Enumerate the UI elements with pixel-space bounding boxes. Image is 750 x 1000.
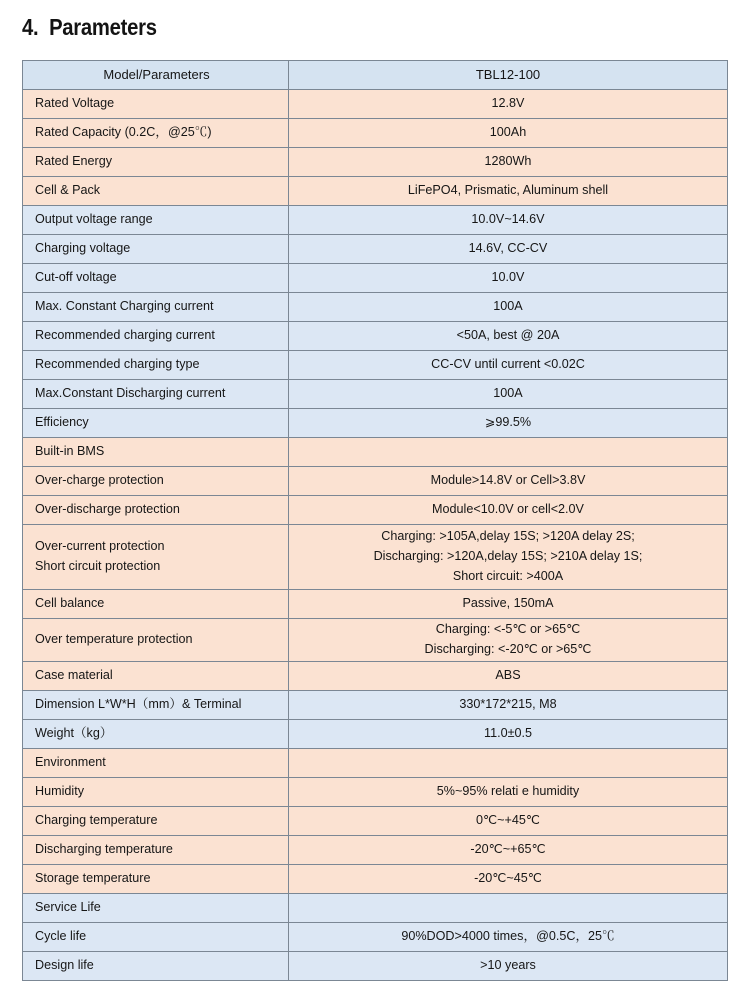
- parameter-name: Cell & Pack: [23, 177, 289, 206]
- table-row: [23, 836, 728, 865]
- table-row: [23, 807, 728, 836]
- parameter-name: Discharging temperature: [23, 836, 289, 865]
- parameter-value: LiFePO4, Prismatic, Aluminum shell: [289, 177, 728, 206]
- table-row: [23, 409, 728, 438]
- table-row: [23, 662, 728, 691]
- cell-line: Over-current protection: [35, 539, 165, 554]
- parameter-value: >10 years: [289, 952, 728, 981]
- table-row: [23, 496, 728, 525]
- cell-line: Charging: >105A,delay 15S; >120A delay 2S;: [381, 529, 635, 544]
- parameter-value: 100Ah: [289, 119, 728, 148]
- table-row: [23, 293, 728, 322]
- parameter-name: Storage temperature: [23, 865, 289, 894]
- parameter-name: Recommended charging type: [23, 351, 289, 380]
- header-cell-parameter: Model/Parameters: [23, 61, 289, 90]
- cell-line: Short circuit protection: [35, 559, 161, 573]
- parameter-value: [289, 619, 728, 662]
- table-section-row: [23, 438, 728, 467]
- parameter-name: Rated Voltage: [23, 90, 289, 119]
- parameter-value: Passive, 150mA: [289, 590, 728, 619]
- table-row: [23, 380, 728, 409]
- table-section-row: [23, 894, 728, 923]
- parameter-value: CC-CV until current <0.02C: [289, 351, 728, 380]
- parameter-name: Design life: [23, 952, 289, 981]
- parameter-name: Weight（kg）: [23, 720, 289, 749]
- cell-line: Charging: <-5℃ or >65℃: [435, 622, 581, 637]
- parameter-value: [289, 749, 728, 778]
- parameter-value: 100A: [289, 380, 728, 409]
- parameter-name: Humidity: [23, 778, 289, 807]
- parameter-value: 10.0V: [289, 264, 728, 293]
- cell-line: Short circuit: >400A: [452, 568, 564, 583]
- table-row: [23, 264, 728, 293]
- specification-table: [22, 60, 728, 981]
- table-row: [23, 148, 728, 177]
- parameter-value: -20℃~45℃: [289, 865, 728, 894]
- parameter-value: Module<10.0V or cell<2.0V: [289, 496, 728, 525]
- section-label: Environment: [23, 749, 289, 778]
- parameter-value: 12.8V: [289, 90, 728, 119]
- table-row: [23, 720, 728, 749]
- table-row: [23, 119, 728, 148]
- parameter-name: Max. Constant Charging current: [23, 293, 289, 322]
- parameter-value: 10.0V~14.6V: [289, 206, 728, 235]
- parameter-name: Over-charge protection: [23, 467, 289, 496]
- parameter-name: Recommended charging current: [23, 322, 289, 351]
- parameter-value: 14.6V, CC-CV: [289, 235, 728, 264]
- table-row: [23, 590, 728, 619]
- parameter-name: Charging voltage: [23, 235, 289, 264]
- parameter-name: Rated Capacity (0.2C，@25℃): [23, 119, 289, 148]
- parameter-value: <50A, best @ 20A: [289, 322, 728, 351]
- parameter-name: Max.Constant Discharging current: [23, 380, 289, 409]
- section-label: Built-in BMS: [23, 438, 289, 467]
- parameter-value: 11.0±0.5: [289, 720, 728, 749]
- table-row: [23, 351, 728, 380]
- parameter-name: Cut-off voltage: [23, 264, 289, 293]
- parameter-value: -20℃~+65℃: [289, 836, 728, 865]
- parameter-value: ⩾99.5%: [289, 409, 728, 438]
- parameter-value: [289, 438, 728, 467]
- parameter-name: Over-discharge protection: [23, 496, 289, 525]
- table-header-row: [23, 61, 728, 90]
- parameter-name: Rated Energy: [23, 148, 289, 177]
- table-row: [23, 923, 728, 952]
- table-row: [23, 90, 728, 119]
- parameter-value: [289, 894, 728, 923]
- specification-table-body: [23, 61, 728, 981]
- table-row: [23, 952, 728, 981]
- table-row: [23, 865, 728, 894]
- cell-line: Discharging: >120A,delay 15S; >210A delay 1S;: [373, 549, 643, 564]
- parameter-name: Cell balance: [23, 590, 289, 619]
- parameter-value: ABS: [289, 662, 728, 691]
- parameter-value: 5%~95% relati e humidity: [289, 778, 728, 807]
- table-row: [23, 778, 728, 807]
- table-row: [23, 235, 728, 264]
- section-label: Service Life: [23, 894, 289, 923]
- parameter-name: Efficiency: [23, 409, 289, 438]
- parameter-value: 1280Wh: [289, 148, 728, 177]
- parameter-name: Case material: [23, 662, 289, 691]
- table-row: [23, 467, 728, 496]
- parameter-name: Over temperature protection: [23, 619, 289, 662]
- parameter-value: 90%DOD>4000 times，@0.5C，25℃: [289, 923, 728, 952]
- table-section-row: [23, 749, 728, 778]
- header-cell-model: TBL12-100: [289, 61, 728, 90]
- parameter-value: [289, 525, 728, 590]
- parameter-value: 100A: [289, 293, 728, 322]
- parameter-name: Cycle life: [23, 923, 289, 952]
- parameter-value: 0℃~+45℃: [289, 807, 728, 836]
- table-row: [23, 525, 728, 590]
- table-row: [23, 691, 728, 720]
- table-row: [23, 206, 728, 235]
- parameter-name: [23, 525, 289, 590]
- table-row: [23, 322, 728, 351]
- parameter-name: Charging temperature: [23, 807, 289, 836]
- parameter-name: Output voltage range: [23, 206, 289, 235]
- table-row: [23, 177, 728, 206]
- parameter-value: Module>14.8V or Cell>3.8V: [289, 467, 728, 496]
- page-title: 4. Parameters: [22, 14, 157, 40]
- table-row: [23, 619, 728, 662]
- parameter-name: Dimension L*W*H（mm）& Terminal: [23, 691, 289, 720]
- parameter-value: 330*172*215, M8: [289, 691, 728, 720]
- cell-line: Discharging: <-20℃ or >65℃: [424, 642, 592, 656]
